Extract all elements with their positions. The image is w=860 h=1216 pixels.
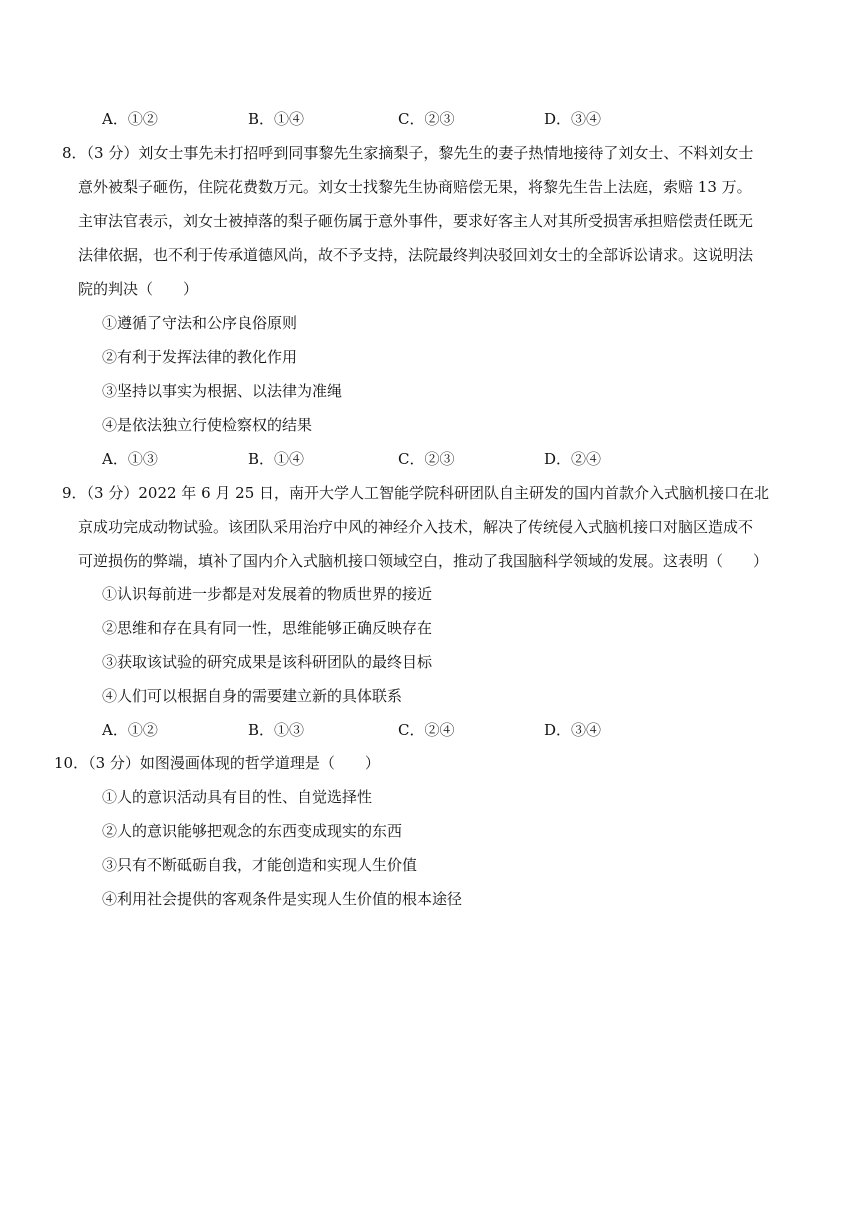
q8-stem-line: 意外被梨子砸伤，住院花费数万元。刘女士找黎先生协商赔偿无果，将黎先生告上法庭，索赔 13 万。 [78,178,752,196]
q9-stem-line: 9．（3 分）2022 年 6 月 25 日，南开大学人工智能学院科研团队自主研发的国内首款介入式脑机接口在北 [62,484,770,502]
q7-option-d: D．③④ [544,110,602,128]
q8-stem-line: 法律依据，也不利于传承道德风尚，故不予支持，法院最终判决驳回刘女士的全部诉讼请求。这说明法 [78,246,754,264]
q10-statement-4: ④利用社会提供的客观条件是实现人生价值的根本途径 [102,890,463,908]
q10-statement-3: ③只有不断砥砺自我，才能创造和实现人生价值 [102,856,418,874]
q8-option-a: A．①③ [102,450,158,468]
q8-option-b: B．①④ [248,450,305,468]
q9-options [102,718,802,742]
q10-statement-1: ①人的意识活动具有目的性、自觉选择性 [102,788,373,806]
q10-statement-2: ②人的意识能够把观念的东西变成现实的东西 [102,822,403,840]
q8-stem-line: 8．（3 分）刘女士事先未打招呼到同事黎先生家摘梨子，黎先生的妻子热情地接待了刘女士、不料刘女士 [62,144,754,162]
q10-stem-line: 10．（3 分）如图漫画体现的哲学道理是（ ） [54,754,380,772]
q9-option-d: D．③④ [544,721,602,739]
q8-stem-line: 主审法官表示，刘女士被掉落的梨子砸伤属于意外事件，要求好客主人对其所受损害承担赔偿责任既无 [78,212,754,230]
q8-statement-3: ③坚持以事实为根据、以法律为准绳 [102,382,343,400]
q9-statement-1: ①认识每前进一步都是对发展着的物质世界的接近 [102,585,433,603]
q9-option-a: A．①② [102,721,158,739]
q8-options [102,447,802,471]
q7-option-b: B．①④ [248,110,305,128]
q8-statement-2: ②有利于发挥法律的教化作用 [102,348,298,366]
q9-option-b: B．①③ [248,721,305,739]
q9-statement-2: ②思维和存在具有同一性，思维能够正确反映存在 [102,619,433,637]
q8-statement-1: ①遵循了守法和公序良俗原则 [102,314,298,332]
q8-option-c: C．②③ [398,450,455,468]
q9-statement-3: ③获取该试验的研究成果是该科研团队的最终目标 [102,653,433,671]
q8-option-d: D．②④ [544,450,602,468]
q8-statement-4: ④是依法独立行使检察权的结果 [102,416,313,434]
q8-stem-line: 院的判决（ ） [78,280,199,298]
q7-options [102,107,802,131]
q7-option-c: C．②③ [398,110,455,128]
q7-option-a: A．①② [102,110,158,128]
q9-stem-line: 可逆损伤的弊端，填补了国内介入式脑机接口领域空白，推动了我国脑科学领域的发展。这表明（ ） [78,552,769,570]
q9-stem-line: 京成功完成动物试验。该团队采用治疗中风的神经介入技术，解决了传统侵入式脑机接口对脑区造成不 [78,518,754,536]
q9-option-c: C．②④ [398,721,455,739]
q9-statement-4: ④人们可以根据自身的需要建立新的具体联系 [102,687,403,705]
